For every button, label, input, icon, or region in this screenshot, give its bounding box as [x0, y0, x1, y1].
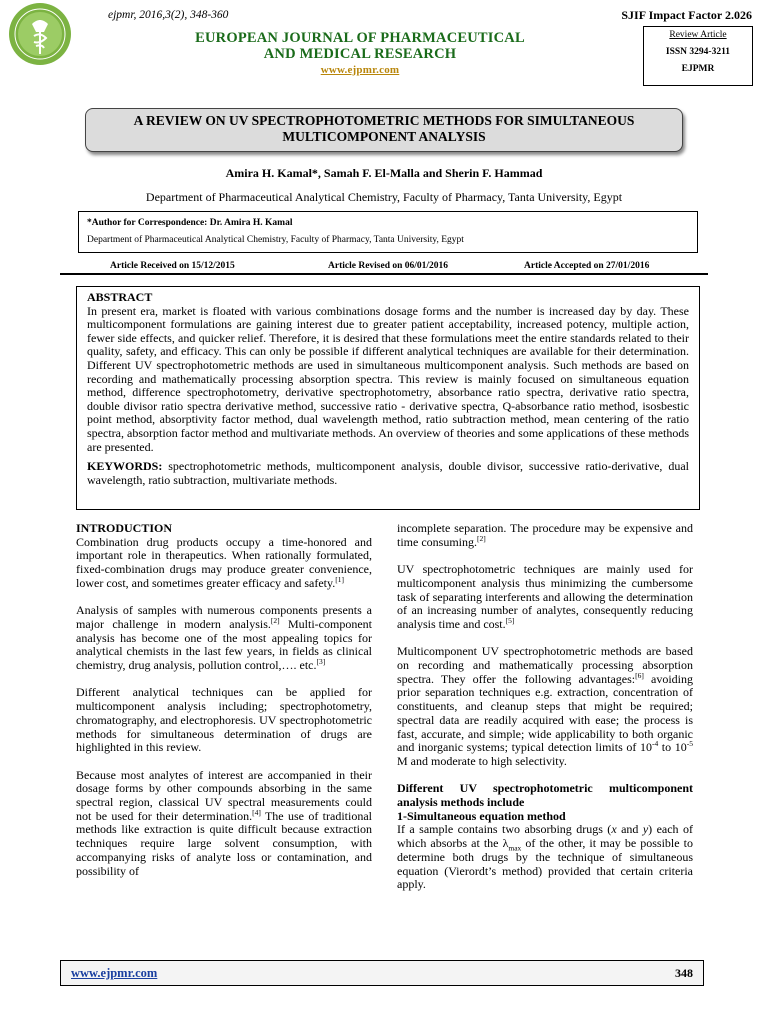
paragraph: Different analytical techniques can be applied for multicomponent analysis including; spectrophotometry, chromatography, and electrophoresis. UV spectrophotometric methods for simultaneous determination of drugs are highlighted in this review. [76, 685, 372, 755]
journal-name-line2: AND MEDICAL RESEARCH [263, 46, 457, 62]
citation-ref: [3] [316, 657, 326, 667]
correspondence-box [78, 211, 698, 253]
date-accepted: Article Accepted on 27/01/2016 [524, 261, 650, 271]
right-column [397, 522, 693, 892]
abstract-box [76, 286, 700, 510]
page-footer [60, 960, 704, 986]
keywords [87, 460, 689, 487]
article-title [85, 108, 683, 152]
paragraph: Combination drug products occupy a time-honored and important role in therapeutics. When rationally formulated, fixed-combination drugs may produce greater convenience, lower cost, and sometimes greater efficacy and safety.[1] [76, 534, 372, 590]
journal-url[interactable]: www.ejpmr.com [320, 64, 400, 76]
citation-ref: [2] [270, 615, 280, 625]
exponent: -4 [651, 739, 659, 749]
correspondence-heading: *Author for Correspondence: Dr. Amira H. Kamal [87, 218, 293, 228]
impact-factor: SJIF Impact Factor 2.026 [621, 8, 752, 22]
article-type: Review Article [669, 30, 727, 40]
section-heading-introduction: INTRODUCTION [76, 521, 173, 535]
keywords-text: spectrophotometric methods, multicomponent analysis, double divisor, successive ratio-derivative, dual wavelength, ratio subtraction, multivariate methods. [87, 459, 690, 487]
keywords-label: KEYWORDS: [87, 459, 163, 474]
article-dates [60, 258, 708, 275]
paragraph: incomplete separation. The procedure may be expensive and time consuming.[2] [397, 521, 693, 549]
title-line1: A REVIEW ON UV SPECTROPHOTOMETRIC METHODS FOR SIMULTANEOUS [133, 113, 635, 128]
department: Department of Pharmaceutical Analytical Chemistry, Faculty of Pharmacy, Tanta University, Egypt [145, 190, 623, 204]
section-heading-methods: Different UV spectrophotometric multicomponent analysis methods include [397, 781, 693, 810]
date-revised: Article Revised on 06/01/2016 [328, 261, 449, 271]
paragraph: Analysis of samples with numerous components presents a major challenge in modern analysis.[2] Multi-component analysis has become one of the most appealing topics for analytical chemists in the last few years, in fields as clinical chemistry, drug analysis, pollution control,…. etc.[3] [76, 603, 372, 673]
journal-abbrev: EJPMR [681, 64, 715, 74]
citation-ref: [4] [252, 807, 261, 817]
left-column [76, 522, 372, 892]
citation-ref: [2] [477, 533, 486, 543]
citation: ejpmr, 2016,3(2), 348-360 [108, 9, 229, 21]
citation-ref: [1] [335, 574, 344, 584]
citation-ref: [5] [505, 615, 515, 625]
issn: ISSN 3294-3211 [665, 47, 731, 57]
footer-url[interactable]: www.ejpmr.com [71, 966, 158, 980]
paragraph: If a sample contains two absorbing drugs (x and y) each of which absorbs at the $\lambda_{max}$ of the other, it may be possible to determine both drugs by the technique of simultaneous equation (Vierordt’s method) provided that certain criteria apply. [397, 822, 693, 892]
journal-name [110, 30, 610, 78]
paragraph: Because most analytes of interest are accompanied in their dosage forms by other compounds absorbing in the same spectral region, classical UV spectral measurements could not be used for their determination.[4] The use of traditional methods like extraction is quite difficult because extraction techniques require large solvent consumption, with accompanying risks of analyte loss or contamination, and possibility of [76, 767, 373, 878]
abstract-heading: ABSTRACT [87, 290, 153, 304]
title-line2: MULTICOMPONENT ANALYSIS [282, 129, 486, 144]
lambda-subscript: max [508, 843, 522, 853]
date-received: Article Received on 15/12/2015 [110, 261, 235, 271]
authors: Amira H. Kamal*, Samah F. El-Malla and Sherin F. Hammad [225, 166, 543, 180]
journal-name-line1: EUROPEAN JOURNAL OF PHARMACEUTICAL [195, 30, 525, 46]
page-number: 348 [675, 966, 693, 980]
paragraph: Multicomponent UV spectrophotometric methods are based on recording and mathematically processing absorption spectra. They offer the following advantages:[6] avoiding prior separation techniques e.g. extraction, concentration of constituents, and cleanup steps that might be required; spectral data are readily acquired with ease; the process is fast, accurate, and simple; wide applicability to both organic and inorganic systems; typical detection limits of $10^{-4}$ to $10^{-5}$ M and moderate to high selectivity. [397, 644, 693, 768]
correspondence-affiliation: Department of Pharmaceutical Analytical Chemistry, Faculty of Pharmacy, Tanta University, Egypt [87, 235, 464, 245]
journal-logo [8, 2, 72, 66]
paragraph: UV spectrophotometric techniques are mainly used for multicomponent analysis thus minimizing the cumbersome task of separating interferents and allowing the determination of an increasing number of analytes, consequently reducing analysis time and cost.[5] [397, 562, 693, 631]
article-info-box [643, 26, 753, 86]
exponent: -5 [686, 739, 693, 749]
abstract-text: In present era, market is floated with various combinations dosage forms and the number is increased day by day. These multicomponent formulations are gaining interest due to greater patient acceptability, increased potency, multiple action, fewer side effects, and quicker relief. Therefore, it is desired that these formulations meet the entire standards related to their quality, safety, and efficacy. This can only be possible if different analytical techniques are available for their determination. Different UV spectrophotometric methods are used in simultaneous multicomponent analysis. Such methods are based on recording and mathematically processing absorption spectra. This review is mainly focused on simultaneous equation method, difference spectrophotometry, derivative spectrophotometry, absorbance ratio spectra, derivative ratio spectra, double divisor ratio spectra derivative method, successive ratio - derivative spectra, Q-absorbance ratio method, isosbestic point method, absorptivity factor method, dual wavelength method, ratio subtraction method, mean centering of the ratio spectra, absorption factor method and multivariate methods. An overview of theories and some applications of these methods are presented. [87, 303, 689, 454]
citation-ref: [6] [635, 670, 644, 680]
subsection-heading-simultaneous: 1-Simultaneous equation method [397, 808, 566, 823]
